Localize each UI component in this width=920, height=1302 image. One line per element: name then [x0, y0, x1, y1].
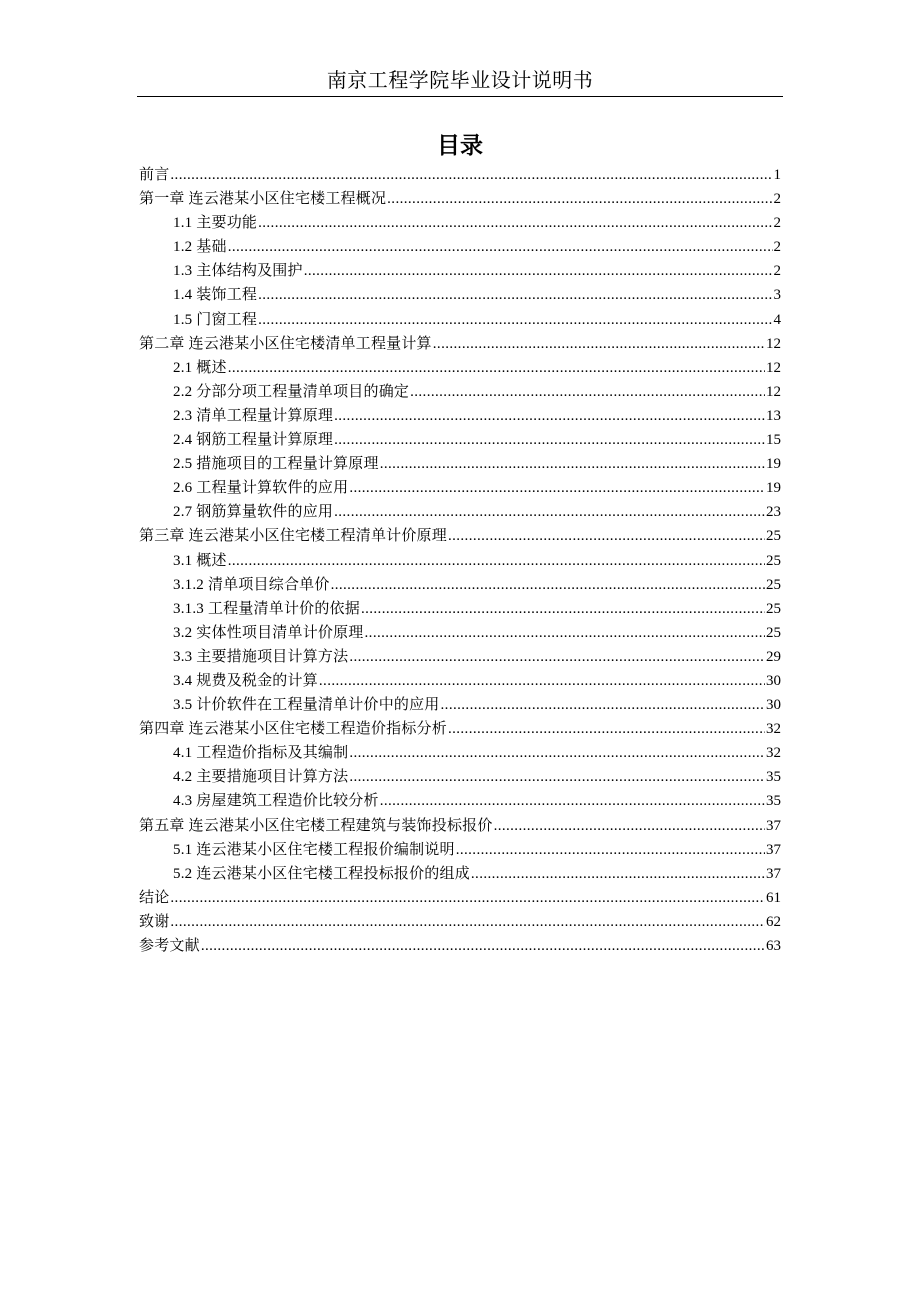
toc-entry[interactable] — [139, 934, 781, 958]
toc-entry-page-number: 15 — [766, 432, 781, 449]
toc-entry-label: 3.4 规费及税金的计算 — [173, 672, 318, 689]
toc-dot-leader — [361, 597, 765, 621]
toc-entry[interactable] — [139, 404, 781, 428]
toc-entry[interactable] — [139, 621, 781, 645]
toc-dot-leader — [433, 332, 765, 356]
toc-dot-leader — [448, 524, 765, 548]
toc-dot-leader — [494, 814, 765, 838]
toc-entry-page-number: 4 — [773, 311, 781, 328]
toc-entry[interactable] — [139, 356, 781, 380]
toc-entry[interactable] — [139, 452, 781, 476]
toc-entry[interactable] — [139, 476, 781, 500]
toc-dot-leader — [334, 428, 765, 452]
toc-dot-leader — [304, 259, 773, 283]
toc-entry-label: 第五章 连云港某小区住宅楼工程建筑与装饰投标报价 — [139, 817, 493, 834]
toc-entry-label: 1.3 主体结构及围护 — [173, 263, 303, 280]
toc-entry-label: 4.3 房屋建筑工程造价比较分析 — [173, 793, 379, 810]
toc-entry-page-number: 37 — [766, 817, 781, 834]
toc-entry-label: 2.6 工程量计算软件的应用 — [173, 480, 349, 497]
toc-entry-page-number: 62 — [766, 913, 781, 930]
toc-dot-leader — [331, 573, 765, 597]
toc-entry-page-number: 25 — [766, 576, 781, 593]
toc-dot-leader — [258, 211, 772, 235]
toc-dot-leader — [201, 934, 765, 958]
toc-dot-leader — [387, 187, 772, 211]
toc-entry[interactable] — [139, 886, 781, 910]
toc-dot-leader — [365, 621, 765, 645]
toc-entry[interactable] — [139, 910, 781, 934]
toc-entry[interactable] — [139, 524, 781, 548]
toc-entry-page-number: 30 — [766, 672, 781, 689]
toc-entry-label: 3.1.3 工程量清单计价的依据 — [173, 600, 360, 617]
toc-entry-label: 1.5 门窗工程 — [173, 311, 258, 328]
toc-entry[interactable] — [139, 163, 781, 187]
toc-entry-label: 3.1 概述 — [173, 552, 227, 569]
toc-dot-leader — [228, 356, 765, 380]
toc-dot-leader — [334, 404, 765, 428]
table-of-contents — [139, 163, 781, 958]
toc-dot-leader — [334, 500, 765, 524]
toc-entry-page-number: 13 — [766, 407, 781, 424]
toc-entry-label: 第四章 连云港某小区住宅楼工程造价指标分析 — [139, 721, 447, 738]
toc-dot-leader — [380, 789, 765, 813]
toc-entry-label: 2.5 措施项目的工程量计算原理 — [173, 456, 379, 473]
toc-dot-leader — [349, 476, 765, 500]
toc-dot-leader — [349, 741, 765, 765]
toc-entry-page-number: 32 — [766, 745, 781, 762]
toc-entry-page-number: 37 — [766, 841, 781, 858]
toc-dot-leader — [441, 693, 765, 717]
toc-entry-label: 2.3 清单工程量计算原理 — [173, 407, 334, 424]
toc-entry-label: 3.3 主要措施项目计算方法 — [173, 648, 349, 665]
toc-entry-page-number: 35 — [766, 793, 781, 810]
toc-entry[interactable] — [139, 332, 781, 356]
toc-entry[interactable] — [139, 500, 781, 524]
toc-entry-page-number: 19 — [766, 480, 781, 497]
toc-entry[interactable] — [139, 428, 781, 452]
toc-entry[interactable] — [139, 669, 781, 693]
toc-entry-page-number: 23 — [766, 504, 781, 521]
toc-entry-label: 参考文献 — [139, 938, 200, 954]
toc-entry-page-number: 25 — [766, 624, 781, 641]
toc-entry-label: 3.2 实体性项目清单计价原理 — [173, 624, 364, 641]
toc-entry[interactable] — [139, 308, 781, 332]
toc-entry-label: 结论 — [139, 889, 170, 906]
toc-dot-leader — [170, 886, 765, 910]
toc-entry-label: 第二章 连云港某小区住宅楼清单工程量计算 — [139, 335, 432, 352]
toc-title: 目录 — [437, 133, 483, 159]
toc-entry-page-number: 2 — [773, 191, 781, 208]
toc-entry[interactable] — [139, 645, 781, 669]
toc-dot-leader — [456, 838, 765, 862]
toc-entry-label: 5.2 连云港某小区住宅楼工程投标报价的组成 — [173, 865, 470, 882]
toc-dot-leader — [170, 163, 772, 187]
toc-entry-page-number: 25 — [766, 528, 781, 545]
toc-entry-page-number: 2 — [773, 215, 781, 232]
toc-entry-page-number: 25 — [766, 552, 781, 569]
toc-entry-label: 1.4 装饰工程 — [173, 287, 258, 304]
toc-dot-leader — [380, 452, 765, 476]
toc-entry-label: 2.4 钢筋工程量计算原理 — [173, 432, 334, 449]
toc-dot-leader — [410, 380, 765, 404]
page-header: 南京工程学院毕业设计说明书 — [326, 68, 594, 92]
toc-dot-leader — [349, 645, 765, 669]
toc-entry-page-number: 12 — [766, 359, 781, 376]
toc-entry[interactable] — [139, 741, 781, 765]
toc-entry[interactable] — [139, 573, 781, 597]
toc-entry[interactable] — [139, 235, 781, 259]
toc-entry-page-number: 1 — [773, 167, 781, 183]
toc-entry-label: 2.7 钢筋算量软件的应用 — [173, 504, 334, 521]
toc-entry[interactable] — [139, 597, 781, 621]
toc-dot-leader — [349, 765, 765, 789]
toc-entry[interactable] — [139, 187, 781, 211]
toc-entry[interactable] — [139, 862, 781, 886]
toc-entry-page-number: 35 — [766, 769, 781, 786]
toc-entry-page-number: 12 — [766, 383, 781, 400]
toc-entry-page-number: 29 — [766, 648, 781, 665]
toc-dot-leader — [170, 910, 765, 934]
toc-entry-label: 5.1 连云港某小区住宅楼工程报价编制说明 — [173, 841, 455, 858]
toc-dot-leader — [258, 308, 772, 332]
toc-entry[interactable] — [139, 814, 781, 838]
toc-entry[interactable] — [139, 283, 781, 307]
toc-entry-label: 4.2 主要措施项目计算方法 — [173, 769, 349, 786]
toc-dot-leader — [228, 235, 773, 259]
toc-entry[interactable] — [139, 838, 781, 862]
toc-entry-page-number: 19 — [766, 456, 781, 473]
toc-entry-page-number: 63 — [766, 938, 781, 954]
toc-entry[interactable] — [139, 765, 781, 789]
toc-entry-label: 4.1 工程造价指标及其编制 — [173, 745, 349, 762]
toc-entry[interactable] — [139, 717, 781, 741]
toc-entry-page-number: 12 — [766, 335, 781, 352]
toc-entry-page-number: 2 — [773, 239, 781, 256]
toc-entry-page-number: 30 — [766, 697, 781, 714]
toc-entry[interactable] — [139, 211, 781, 235]
toc-entry-label: 第三章 连云港某小区住宅楼工程清单计价原理 — [139, 528, 447, 545]
toc-entry[interactable] — [139, 380, 781, 404]
toc-entry-label: 2.2 分部分项工程量清单项目的确定 — [173, 383, 410, 400]
toc-entry-page-number: 61 — [766, 889, 781, 906]
toc-entry-page-number: 3 — [773, 287, 781, 304]
toc-entry-label: 第一章 连云港某小区住宅楼工程概况 — [139, 191, 387, 208]
toc-entry-page-number: 25 — [766, 600, 781, 617]
toc-entry[interactable] — [139, 693, 781, 717]
toc-entry[interactable] — [139, 259, 781, 283]
toc-entry-label: 1.2 基础 — [173, 239, 227, 256]
toc-entry-page-number: 2 — [773, 263, 781, 280]
toc-entry-label: 2.1 概述 — [173, 359, 227, 376]
toc-entry-label: 3.5 计价软件在工程量清单计价中的应用 — [173, 697, 440, 714]
toc-entry-label: 致谢 — [139, 913, 170, 930]
toc-entry-page-number: 32 — [766, 721, 781, 738]
toc-dot-leader — [258, 283, 772, 307]
toc-entry[interactable] — [139, 789, 781, 813]
header-divider — [137, 96, 783, 97]
toc-entry-label: 3.1.2 清单项目综合单价 — [173, 576, 330, 593]
toc-dot-leader — [448, 717, 765, 741]
toc-dot-leader — [228, 549, 765, 573]
toc-entry-page-number: 37 — [766, 865, 781, 882]
toc-dot-leader — [471, 862, 765, 886]
toc-entry[interactable] — [139, 549, 781, 573]
toc-dot-leader — [319, 669, 765, 693]
toc-entry-label: 1.1 主要功能 — [173, 215, 258, 232]
toc-entry-label: 前言 — [139, 167, 170, 183]
